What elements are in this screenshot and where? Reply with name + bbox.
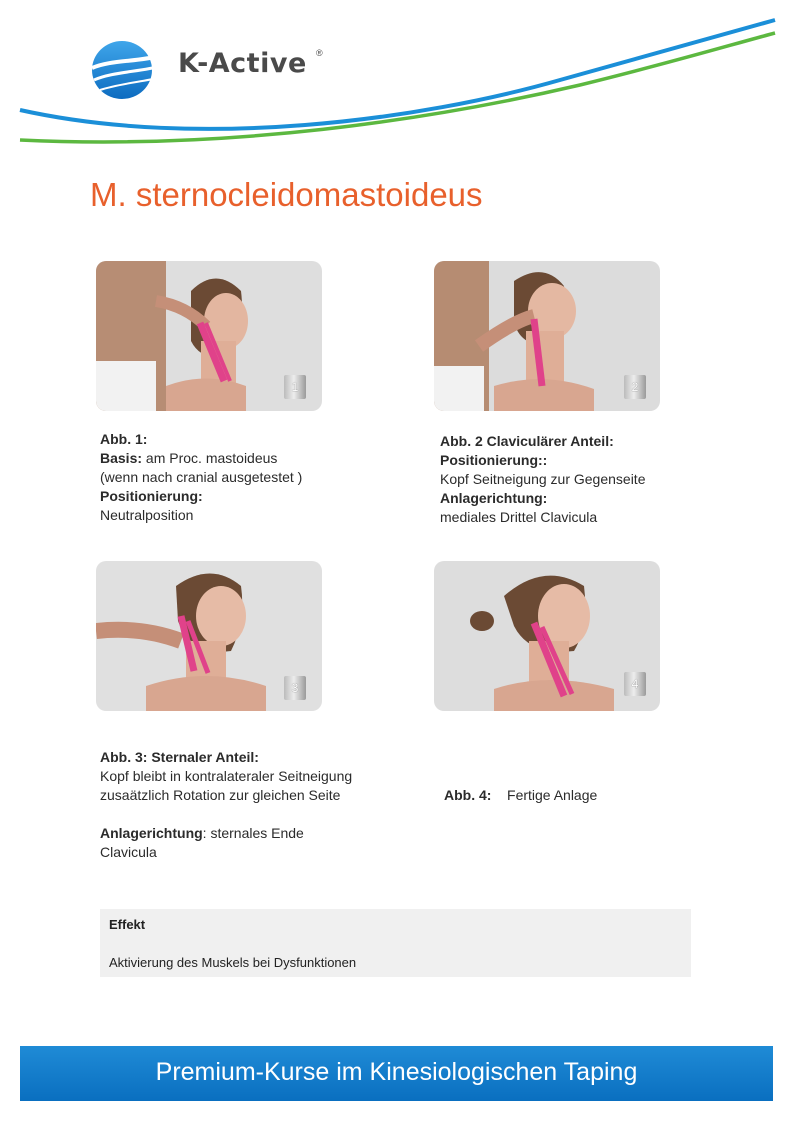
effect-box (100, 909, 691, 977)
figure-number-badge: 1 (284, 375, 306, 399)
caption-figure-4: Abb. 4: Fertige Anlage (444, 787, 598, 803)
brand-name: K-Active (178, 48, 307, 79)
caption-figure-2: Abb. 2 Claviculärer Anteil: Positionierung:: Kopf Seitneigung zur Gegenseite Anlagerichtung: mediales Drittel Clavicula (440, 433, 646, 525)
figure-number-badge: 3 (284, 676, 306, 700)
footer-text: Premium-Kurse im Kinesiologischen Taping (155, 1058, 638, 1086)
page-title: M. sternocleidomastoideus (90, 176, 483, 213)
caption-figure-1: Abb. 1: Basis: am Proc. mastoideus (wenn nach cranial ausgetestet ) Positionierung: Neutralposition (100, 431, 303, 523)
figure-number-badge: 4 (624, 672, 646, 696)
effect-text: Aktivierung des Muskels bei Dysfunktionen (109, 955, 357, 970)
figure-number-badge: 2 (624, 375, 646, 399)
effect-title: Effekt (109, 917, 146, 932)
footer-banner (20, 1046, 773, 1101)
registered-mark: ® (316, 48, 323, 58)
caption-figure-3: Abb. 3: Sternaler Anteil: Kopf bleibt in kontralateraler Seitneigung zusaätzlich Rotation zur gleichen Seite Anlagerichtung: sternales Ende Clavicula (100, 749, 353, 860)
